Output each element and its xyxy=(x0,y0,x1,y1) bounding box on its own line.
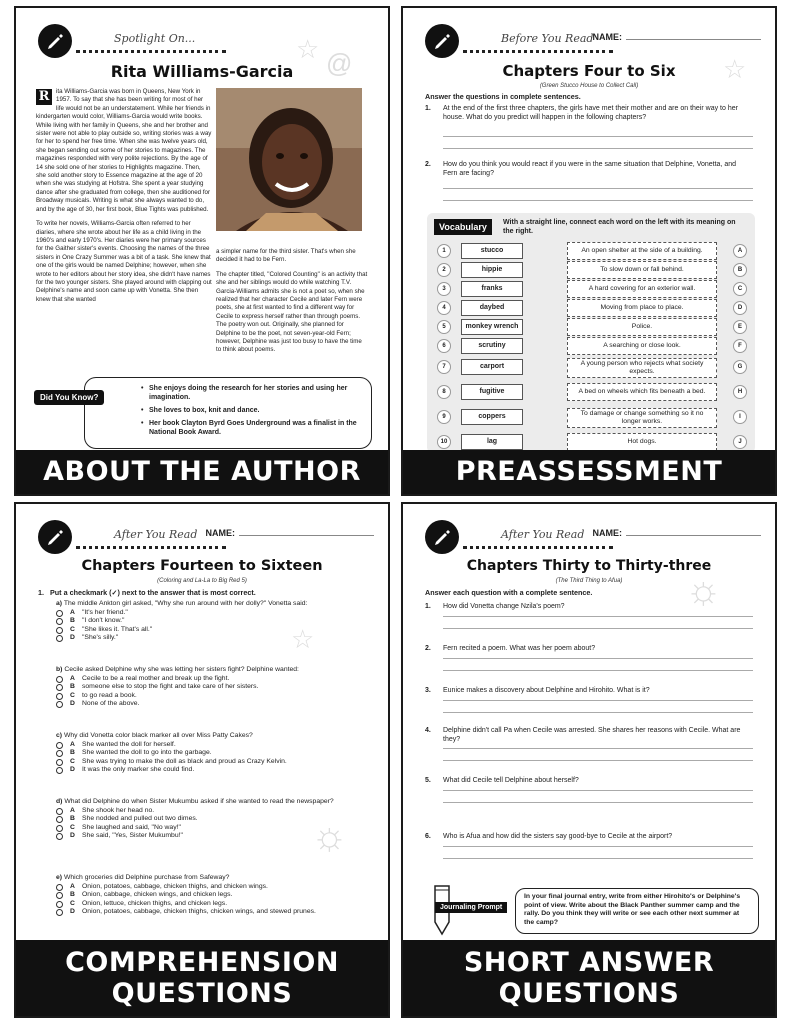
author-photo xyxy=(216,88,362,231)
sun-decoration-icon: ☼ xyxy=(685,568,722,612)
radio-circle-icon[interactable] xyxy=(56,750,63,757)
question-2 xyxy=(425,160,745,178)
did-you-know-box xyxy=(84,377,372,449)
page-title: Chapters Fourteen to Sixteen xyxy=(81,558,323,574)
question-number: 6. xyxy=(425,833,431,840)
banner-text: PREASSESSMENT xyxy=(455,456,723,487)
banner-line-1: SHORT ANSWER xyxy=(463,947,715,978)
definition-letter: I xyxy=(733,410,747,424)
answer-option[interactable] xyxy=(56,617,376,626)
page-subtitle: (Coloring and La-La to Big Red 5) xyxy=(157,578,247,584)
page-title: Chapters Thirty to Thirty-three xyxy=(466,558,712,574)
question-text: How did Vonetta change Nzila's poem? xyxy=(443,603,565,610)
answer-line[interactable] xyxy=(443,670,753,671)
question-text: Cecile asked Delphine why she was letting her sisters fight? Delphine wanted: xyxy=(64,666,299,673)
question-text: Fern recited a poem. What was her poem about? xyxy=(443,645,596,652)
option-letter: D xyxy=(70,832,75,840)
answer-option[interactable] xyxy=(56,692,376,701)
vocabulary-word[interactable]: carport xyxy=(461,359,523,375)
radio-circle-icon[interactable] xyxy=(56,635,63,642)
question-1 xyxy=(425,104,745,122)
word-number: 3 xyxy=(437,282,451,296)
question-letter: c) xyxy=(56,732,63,739)
bio-paragraph-1: ita Williams-Garcia was born in Queens, New York in 1957. To say that she has been writing for most of her life would not be an understatement. While her friends in kindergarten would color, Williams-Garcia would write books. While living with her family in Queens, she and her brother and sister were not able to play outside so, writing stories was a way for her to spend her free time. When she was twelve years old, she began sending out some of her stories to magazines. The magazines responded with very polite rejections. By the age of 14 she sold one of her stories to Highlights magazine. Then, she sold another story to Essence magazine at the age of 20 when she was studying at Hofstra. She spent a year studying dance after she graduated from college, then she auditioned for Broadway musicals. Writing is what she always wanted to do, and by the age of 30, her first book, Blue Tights was published. xyxy=(36,88,212,213)
section-banner xyxy=(16,940,388,1016)
section-tag: After You Read xyxy=(501,528,585,541)
vocabulary-word[interactable]: daybed xyxy=(461,300,523,316)
page-title: Rita Williams-Garcia xyxy=(110,62,294,81)
banner-line-2: QUESTIONS xyxy=(111,978,293,1009)
bio-column-1 xyxy=(36,88,212,310)
journaling-prompt-label: Journaling Prompt xyxy=(435,902,507,913)
option-text: She wanted the doll to go into the garbage. xyxy=(82,749,212,757)
question-letter: e) xyxy=(56,874,63,881)
instructions xyxy=(38,588,256,597)
section-banner xyxy=(403,940,775,1016)
question-text: How do you think you would react if you were in the same situation that Delphine, Vonetta, and Fern are facing? xyxy=(443,161,737,177)
option-text: It was the only marker she could find. xyxy=(82,766,195,774)
banner-text: ABOUT THE AUTHOR xyxy=(43,456,361,487)
answer-line[interactable] xyxy=(443,712,753,713)
vocabulary-definition[interactable]: A hard covering for an exterior wall. xyxy=(567,280,717,298)
radio-circle-icon[interactable] xyxy=(56,825,63,832)
name-label: NAME: xyxy=(592,32,622,42)
vocabulary-word[interactable]: hippie xyxy=(461,262,523,278)
name-label: NAME: xyxy=(205,528,235,538)
option-letter: A xyxy=(70,882,75,890)
question-6 xyxy=(425,832,745,841)
answer-option[interactable] xyxy=(56,891,376,900)
option-text: None of the above. xyxy=(82,700,140,708)
radio-circle-icon[interactable] xyxy=(56,909,63,916)
answer-option[interactable] xyxy=(56,741,376,750)
dotted-rule xyxy=(463,50,613,53)
option-letter: C xyxy=(70,691,75,699)
answer-option[interactable] xyxy=(56,700,376,709)
vocabulary-definition[interactable]: Moving from place to place. xyxy=(567,299,717,317)
option-text: Onion, potatoes, cabbage, chicken thighs, chicken wings, and stewed prunes. xyxy=(82,908,316,916)
section-tag: Spotlight On... xyxy=(114,32,196,45)
question-stem xyxy=(56,600,376,609)
section-banner xyxy=(403,450,775,494)
option-letter: C xyxy=(70,899,75,907)
question-text: Delphine didn't call Pa when Cecile was arrested. She shares her reasons with Cecile. What are they? xyxy=(443,727,741,743)
swirl-decoration-icon: @ xyxy=(326,48,353,78)
radio-circle-icon[interactable] xyxy=(56,684,63,691)
option-text: "She likes it. That's all." xyxy=(82,625,153,633)
definition-letter: B xyxy=(733,263,747,277)
instructions: Answer the questions in complete sentences. xyxy=(425,92,581,101)
answer-line[interactable] xyxy=(443,790,753,791)
dotted-rule xyxy=(76,546,226,549)
question-1 xyxy=(425,602,745,611)
answer-option[interactable] xyxy=(56,883,376,892)
star-decoration-icon: ☆ xyxy=(296,34,320,64)
star-decoration-icon: ☆ xyxy=(291,624,315,654)
question-4 xyxy=(425,726,745,744)
radio-circle-icon[interactable] xyxy=(56,759,63,766)
page-subtitle: (Green Stucco House to Collect Call) xyxy=(539,83,639,89)
word-number: 1 xyxy=(437,244,451,258)
question-letter: b) xyxy=(56,666,63,673)
vocabulary-word[interactable]: scrutiny xyxy=(461,338,523,354)
pencil-logo-icon xyxy=(425,520,459,554)
question-text: Eunice makes a discovery about Delphine and Hirohito. What is it? xyxy=(443,687,650,694)
vocabulary-word[interactable]: lag xyxy=(461,434,523,450)
vocabulary-row xyxy=(437,337,747,355)
vocabulary-word[interactable]: fugitive xyxy=(461,384,523,400)
answer-line[interactable] xyxy=(443,658,753,659)
question-item xyxy=(56,874,376,917)
fact-item: • She enjoys doing the research for her stories and using her imagination. xyxy=(141,384,363,402)
vocabulary-definition[interactable]: An open shelter at the side of a building. xyxy=(567,242,717,260)
section-banner xyxy=(16,450,388,494)
question-2 xyxy=(425,644,745,653)
page-subtitle: (The Third Thing to Afua) xyxy=(555,578,623,584)
vocabulary-definition[interactable]: A searching or close look. xyxy=(567,337,717,355)
answer-option[interactable] xyxy=(56,807,376,816)
option-letter: C xyxy=(70,625,75,633)
short-answer-panel xyxy=(401,502,777,1018)
option-letter: D xyxy=(70,700,75,708)
name-field[interactable] xyxy=(593,32,762,42)
sun-decoration-icon: ☼ xyxy=(311,814,348,858)
answer-option[interactable] xyxy=(56,683,376,692)
bio-paragraph-3: a simpler name for the third sister. That's when she decided it had to be Fern. xyxy=(216,248,356,264)
banner-line-1: COMPREHENSION xyxy=(65,947,339,978)
vocabulary-word[interactable]: coppers xyxy=(461,409,523,425)
fact-item: • She loves to box, knit and dance. xyxy=(141,406,363,415)
answer-line[interactable] xyxy=(443,616,753,617)
question-number: 5. xyxy=(425,777,431,784)
name-label: NAME: xyxy=(592,528,622,538)
vocabulary-word[interactable]: franks xyxy=(461,281,523,297)
question-text: What did Delphine do when Sister Mukumbu asked if she wanted to read the newspaper? xyxy=(64,798,334,805)
preassessment-panel xyxy=(401,6,777,496)
option-letter: B xyxy=(70,749,75,757)
radio-circle-icon[interactable] xyxy=(56,627,63,634)
option-text: Cecile to be a real mother and break up the fight. xyxy=(82,674,230,682)
question-item xyxy=(56,732,376,775)
answer-option[interactable] xyxy=(56,609,376,618)
vocabulary-definition[interactable]: To slow down or fall behind. xyxy=(567,261,717,279)
answer-option[interactable] xyxy=(56,832,376,841)
question-stem xyxy=(56,798,376,807)
answer-line[interactable] xyxy=(443,700,753,701)
pencil-logo-icon xyxy=(38,24,72,58)
question-stem xyxy=(56,666,376,675)
option-letter: A xyxy=(70,608,75,616)
answer-option[interactable] xyxy=(56,908,376,917)
option-letter: A xyxy=(70,674,75,682)
vocabulary-definition[interactable]: A bed on wheels which fits beneath a bed. xyxy=(567,383,717,401)
radio-circle-icon[interactable] xyxy=(56,742,63,749)
question-number: 1. xyxy=(425,105,431,112)
answer-line[interactable] xyxy=(443,858,753,859)
option-text: She said, "Yes, Sister Mukumbu!" xyxy=(82,832,183,840)
answer-line[interactable] xyxy=(443,136,753,137)
radio-circle-icon[interactable] xyxy=(56,901,63,908)
answer-line[interactable] xyxy=(443,846,753,847)
radio-circle-icon[interactable] xyxy=(56,833,63,840)
radio-circle-icon[interactable] xyxy=(56,884,63,891)
question-letter: a) xyxy=(56,600,63,607)
question-number: 3. xyxy=(425,687,431,694)
bio-paragraph-4: The chapter titled, "Colored Counting" is an activity that she and her siblings would do while watching T.V. Garcia-Williams admits she is not a poet so, when she realized that her character Cecile and later Fern were poets, she at first wanted to find a different way for Cecile to express herself rather than through poems. The poetry won out. Originally, she planned for Delphine to be the poet, not seven-year-old Fern; however, Delphine was just too busy to have the time to think about poems. xyxy=(216,270,368,354)
bio-column-2 xyxy=(216,248,368,361)
option-text: Onion, lettuce, chicken thighs, and chicken legs. xyxy=(82,899,228,907)
question-text: At the end of the first three chapters, the girls have met their mother and are on their way to her house. What do you predict will happen in the following chapters? xyxy=(443,105,738,121)
answer-line[interactable] xyxy=(443,748,753,749)
answer-line[interactable] xyxy=(443,628,753,629)
vocabulary-definition[interactable]: Police. xyxy=(567,318,717,336)
option-text: "She's silly." xyxy=(82,634,119,642)
about-the-author-panel xyxy=(14,6,390,496)
option-letter: B xyxy=(70,815,75,823)
vocabulary-definition[interactable]: Hot dogs. xyxy=(567,433,717,451)
word-number: 8 xyxy=(437,385,451,399)
question-5 xyxy=(425,776,745,785)
option-letter: A xyxy=(70,740,75,748)
answer-option[interactable] xyxy=(56,815,376,824)
option-letter: D xyxy=(70,908,75,916)
word-number: 6 xyxy=(437,339,451,353)
page-title: Chapters Four to Six xyxy=(502,62,676,80)
banner-line-2: QUESTIONS xyxy=(498,978,680,1009)
question-text: What did Cecile tell Delphine about herself? xyxy=(443,777,579,784)
question-letter: d) xyxy=(56,798,63,805)
vocabulary-row xyxy=(437,318,747,336)
pencil-logo-icon xyxy=(425,24,459,58)
comprehension-panel xyxy=(14,502,390,1018)
definition-letter: A xyxy=(733,244,747,258)
vocabulary-word[interactable]: monkey wrench xyxy=(461,319,523,335)
vocabulary-definition[interactable]: A young person who rejects what society expects. xyxy=(567,358,717,378)
answer-option[interactable] xyxy=(56,766,376,775)
name-field[interactable] xyxy=(593,528,762,538)
option-letter: B xyxy=(70,683,75,691)
instruction-text: Put a checkmark (✓) next to the answer that is most correct. xyxy=(50,588,256,597)
definition-letter: D xyxy=(733,301,747,315)
vocabulary-row xyxy=(437,383,747,401)
dotted-rule xyxy=(463,546,613,549)
option-text: Onion, cabbage, chicken wings, and chicken legs. xyxy=(82,891,233,899)
option-text: She nodded and pulled out two dimes. xyxy=(82,815,198,823)
instructions: Answer each question with a complete sentence. xyxy=(425,588,593,597)
option-text: She was trying to make the doll as black and proud as Crazy Kelvin. xyxy=(82,757,287,765)
bio-paragraph-2: To write her novels, Williams-Garcia often referred to her diaries, where she wrote about her life as a child living in the 1960's and early 1970's. Her diaries were her primary sources for the Gaither sister's events. Choosing the names of the three sisters in One Crazy Summer was a bit of a task. She knew that one of the girls would be named Delphine; however, when she wrote to her editors about her story idea, she didn't have names for the two younger sisters. She played around with clapping out Delphine's name and soon came up with Vonetta. She then knew that she wanted xyxy=(36,220,212,303)
question-item xyxy=(56,666,376,709)
option-text: Onion, potatoes, cabbage, chicken thighs, and chicken wings. xyxy=(82,882,268,890)
question-number: 2. xyxy=(425,161,431,168)
drop-cap: R xyxy=(36,89,52,105)
definition-letter: F xyxy=(733,339,747,353)
question-number: 2. xyxy=(425,645,431,652)
option-text: someone else to stop the fight and take care of her sisters. xyxy=(82,683,259,691)
word-number: 5 xyxy=(437,320,451,334)
question-number: 4. xyxy=(425,727,431,734)
question-text: Which groceries did Delphine purchase from Safeway? xyxy=(63,874,230,881)
answer-option[interactable] xyxy=(56,626,376,635)
section-tag: After You Read xyxy=(114,528,198,541)
pencil-logo-icon xyxy=(38,520,72,554)
vocabulary-instructions: With a straight line, connect each word on the left with its meaning on the right. xyxy=(503,219,736,235)
radio-circle-icon[interactable] xyxy=(56,610,63,617)
radio-circle-icon[interactable] xyxy=(56,693,63,700)
journaling-prompt xyxy=(425,882,759,938)
vocabulary-row xyxy=(437,299,747,317)
word-number: 10 xyxy=(437,435,451,449)
answer-option[interactable] xyxy=(56,675,376,684)
did-you-know-label: Did You Know? xyxy=(34,390,104,405)
definition-letter: C xyxy=(733,282,747,296)
option-text: "I don't know." xyxy=(82,617,125,625)
radio-circle-icon[interactable] xyxy=(56,892,63,899)
question-text: Who is Afua and how did the sisters say good-bye to Cecile at the airport? xyxy=(443,833,673,840)
question-item xyxy=(56,600,376,643)
question-stem xyxy=(56,874,376,883)
definition-letter: H xyxy=(733,385,747,399)
option-letter: D xyxy=(70,634,75,642)
word-number: 2 xyxy=(437,263,451,277)
vocabulary-row xyxy=(437,408,747,426)
option-letter: C xyxy=(70,823,75,831)
word-number: 7 xyxy=(437,360,451,374)
question-number: 1. xyxy=(425,603,431,610)
option-text: She wanted the doll for herself. xyxy=(82,740,176,748)
option-letter: B xyxy=(70,891,75,899)
radio-circle-icon[interactable] xyxy=(56,676,63,683)
vocabulary-row xyxy=(437,358,747,376)
vocabulary-label: Vocabulary xyxy=(434,219,492,235)
dotted-rule xyxy=(76,50,226,53)
radio-circle-icon[interactable] xyxy=(56,816,63,823)
answer-line[interactable] xyxy=(443,148,753,149)
answer-option[interactable] xyxy=(56,634,376,643)
section-tag: Before You Read xyxy=(501,32,594,45)
answer-line[interactable] xyxy=(443,200,753,201)
question-text: Why did Vonetta color black marker all over Miss Patty Cakes? xyxy=(63,732,253,739)
option-text: to go read a book. xyxy=(82,691,137,699)
vocabulary-row xyxy=(437,280,747,298)
answer-line[interactable] xyxy=(443,802,753,803)
definition-letter: G xyxy=(733,360,747,374)
option-text: "It's her friend." xyxy=(82,608,128,616)
instruction-number: 1. xyxy=(38,588,44,597)
vocabulary-row xyxy=(437,433,747,451)
option-text: She laughed and said, "No way!" xyxy=(82,823,181,831)
vocabulary-row xyxy=(437,261,747,279)
answer-option[interactable] xyxy=(56,900,376,909)
answer-option[interactable] xyxy=(56,758,376,767)
definition-letter: J xyxy=(733,435,747,449)
question-3 xyxy=(425,686,745,695)
option-text: She shook her head no. xyxy=(82,806,155,814)
word-number: 4 xyxy=(437,301,451,315)
journaling-prompt-text: In your final journal entry, write from either Hirohito's or Delphine's point of view. Write about the Black Panther summer camp and the rally. Do you think they will write or see each other next summer at the camp? xyxy=(515,888,759,934)
vocabulary-word[interactable]: stucco xyxy=(461,243,523,259)
fact-item: • Her book Clayton Byrd Goes Underground was a finalist in the National Book Award. xyxy=(141,419,363,437)
question-stem xyxy=(56,732,376,741)
option-letter: C xyxy=(70,757,75,765)
radio-circle-icon[interactable] xyxy=(56,767,63,774)
star-decoration-icon: ☆ xyxy=(723,54,747,84)
word-number: 9 xyxy=(437,410,451,424)
answer-option[interactable] xyxy=(56,824,376,833)
vocabulary-definition[interactable]: To damage or change something so it no longer works. xyxy=(567,408,717,428)
question-item xyxy=(56,798,376,841)
question-text: The middle Ankton girl asked, "Why she run around with her dolly?" Vonetta said: xyxy=(63,600,308,607)
vocabulary-row xyxy=(437,242,747,260)
answer-line[interactable] xyxy=(443,760,753,761)
radio-circle-icon[interactable] xyxy=(56,808,63,815)
option-letter: B xyxy=(70,617,75,625)
option-letter: A xyxy=(70,806,75,814)
name-field[interactable] xyxy=(206,528,375,538)
radio-circle-icon[interactable] xyxy=(56,618,63,625)
definition-letter: E xyxy=(733,320,747,334)
option-letter: D xyxy=(70,766,75,774)
answer-line[interactable] xyxy=(443,188,753,189)
answer-option[interactable] xyxy=(56,749,376,758)
radio-circle-icon[interactable] xyxy=(56,701,63,708)
